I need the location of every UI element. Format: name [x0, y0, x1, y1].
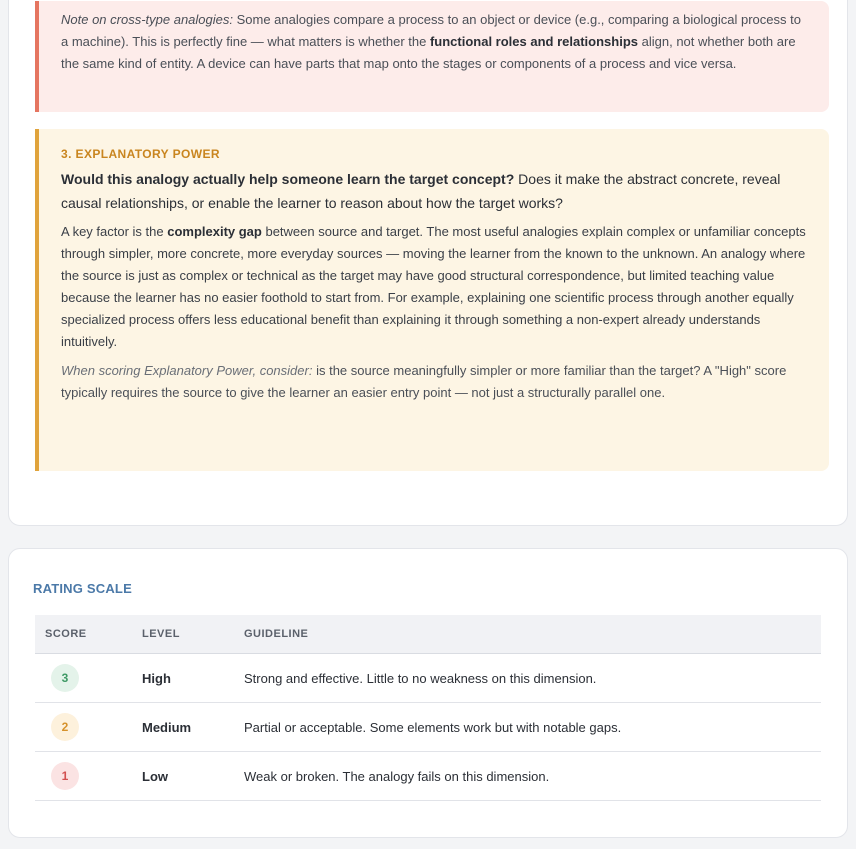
consider-text: is the source meaningfully simpler or more familiar than the target? A "High" score typically requires the source to give the learner an easier entry point — not just a structurally parallel one. — [61, 363, 787, 400]
header-level: LEVEL — [142, 615, 244, 654]
table-row — [35, 752, 821, 801]
body-part-2: between source and target. The most useful analogies explain complex or unfamiliar concepts through simpler, more concrete, more everyday sources — moving the learner from the known to the unknown. An analogy where the source is just as complex or technical as the target may have good structural correspondence, but limited teaching value because the learner has no easier foothold to start from. For example, explaining one scientific process through another equally specialized process offers less educational benefit than explaining it through something a non-expert already understands intuitively. — [61, 224, 806, 349]
level-cell: Low — [142, 752, 244, 801]
table-row — [35, 703, 821, 752]
score-badge-medium: 2 — [51, 713, 79, 741]
question-emphasis: Would this analogy actually help someone learn the target concept? — [61, 171, 515, 187]
explanatory-power-consider — [61, 360, 807, 404]
guideline-cell: Strong and effective. Little to no weakness on this dimension. — [244, 654, 821, 703]
score-cell — [35, 654, 142, 703]
note-emphasis: functional roles and relationships — [429, 34, 639, 49]
question-rest: Does it make the abstract concrete, reveal causal relationships, or enable the learner to reason about how the target works? — [61, 171, 781, 211]
table-row — [35, 654, 821, 703]
guideline-cell: Partial or acceptable. Some elements work but with notable gaps. — [244, 703, 821, 752]
cross-type-note-text — [61, 9, 807, 75]
table-header-row — [35, 615, 821, 654]
score-badge-high: 3 — [51, 664, 79, 692]
explanatory-power-callout — [35, 129, 829, 471]
consider-lead: When scoring Explanatory Power, consider: — [61, 363, 313, 378]
rating-scale-table — [35, 615, 821, 801]
header-score: SCORE — [35, 615, 142, 654]
note-lead: Note on cross-type analogies: — [61, 12, 233, 27]
rating-scale-card — [8, 548, 848, 838]
level-cell: Medium — [142, 703, 244, 752]
explanatory-power-body — [61, 221, 807, 353]
score-badge-low: 1 — [51, 762, 79, 790]
note-text-part-2: align, not whether both are the same kind of entity. A device can have parts that map onto the stages or components of a process and vice versa. — [61, 34, 796, 71]
cross-type-note-callout — [35, 1, 829, 112]
header-guideline: GUIDELINE — [244, 615, 821, 654]
explanatory-power-question — [61, 167, 807, 215]
note-text-part-1: Some analogies compare a process to an object or device (e.g., comparing a biological process to a machine). This is perfectly fine — what matters is whether the — [61, 12, 801, 49]
rating-scale-title: RATING SCALE — [33, 581, 132, 596]
criteria-card — [8, 0, 848, 526]
level-cell: High — [142, 654, 244, 703]
guideline-cell: Weak or broken. The analogy fails on this dimension. — [244, 752, 821, 801]
explanatory-power-heading: 3. EXPLANATORY POWER — [61, 147, 220, 161]
score-cell — [35, 703, 142, 752]
complexity-gap-emphasis: complexity gap — [167, 224, 262, 239]
body-part-1: A key factor is the — [61, 224, 168, 239]
score-cell — [35, 752, 142, 801]
